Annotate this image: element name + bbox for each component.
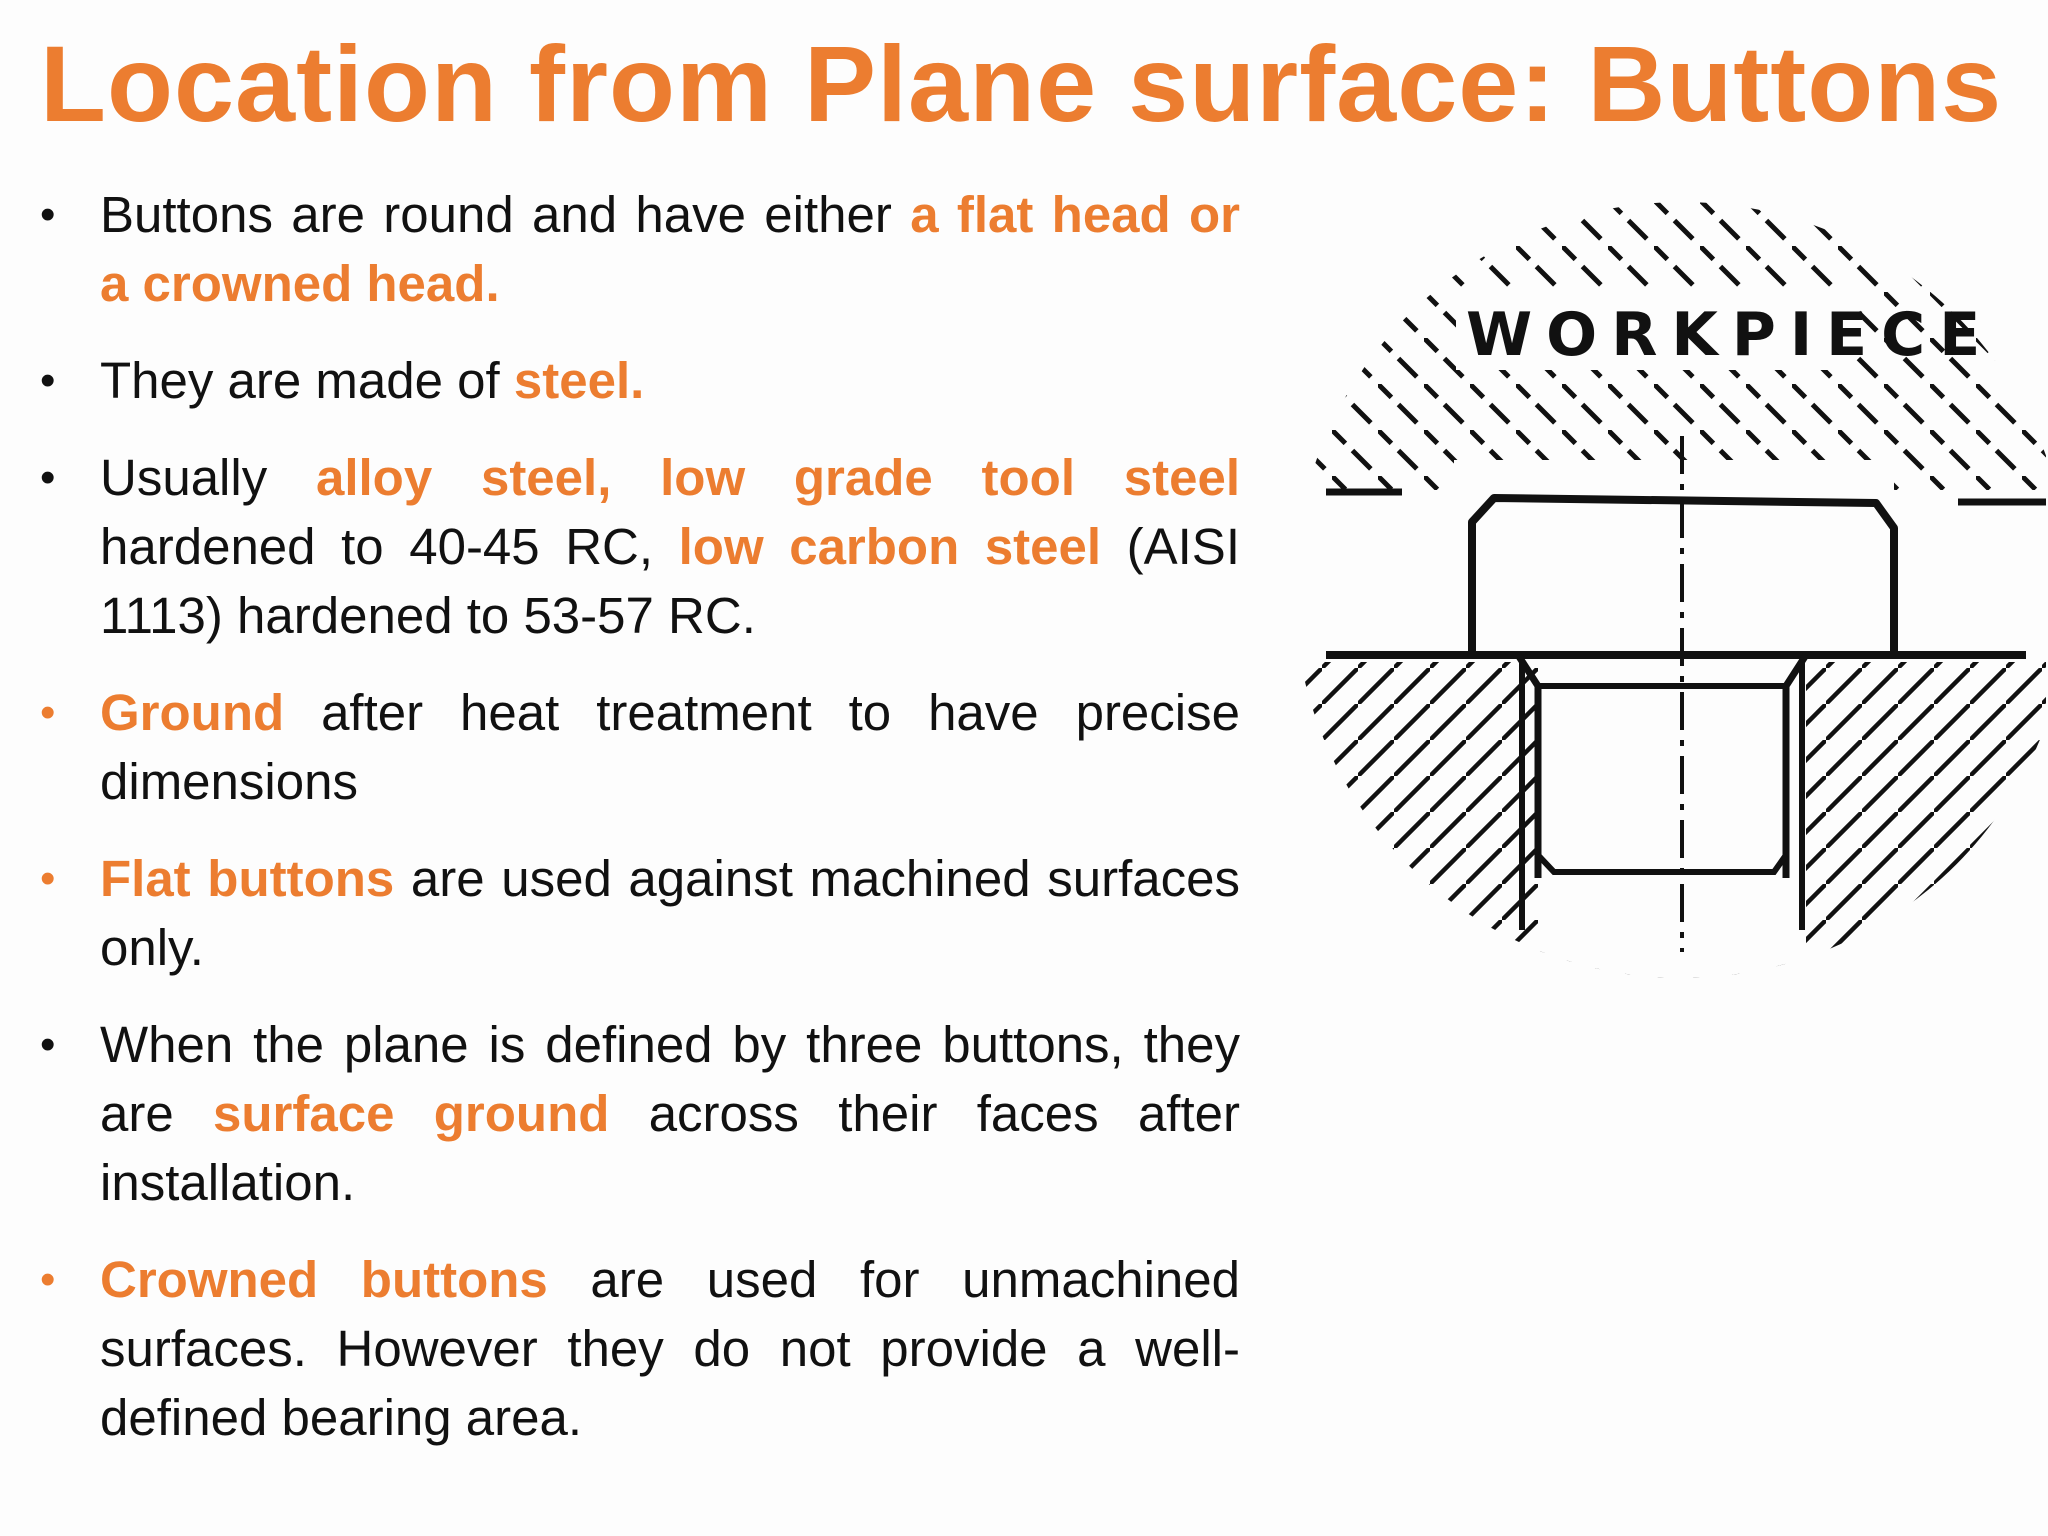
slide-title: Location from Plane surface: Buttons [40, 23, 2003, 144]
bullet-list [40, 180, 1240, 1480]
bullet-text: across their faces after installation. [100, 1085, 1240, 1211]
highlighted-text: surface ground [213, 1085, 610, 1142]
highlighted-text: Crowned buttons [100, 1251, 548, 1308]
bullet-marker: • [40, 190, 56, 239]
highlighted-text: Flat buttons [100, 850, 395, 907]
bullet-text: They are made of [100, 352, 514, 409]
highlighted-text: steel. [513, 352, 645, 409]
bullet-text: (AISI 1113) hardened to 53-57 RC. [100, 518, 1240, 644]
highlighted-text: alloy steel, low grade tool steel [315, 449, 1240, 506]
bullet-text: are used against machined surfaces only. [100, 850, 1241, 976]
bullet-item [40, 1010, 1240, 1217]
highlighted-text: low carbon steel [678, 518, 1102, 575]
bullet-text: Usually [100, 449, 316, 506]
bullet-marker: • [40, 854, 56, 903]
button-locator-figure [1286, 200, 2046, 980]
bullet-marker: • [40, 453, 56, 502]
bullet-item [40, 346, 1240, 415]
bullet-text: Buttons are round and have either [100, 186, 911, 243]
bullet-marker: • [40, 688, 56, 737]
bullet-item [40, 443, 1240, 650]
bullet-marker: • [40, 1020, 56, 1069]
bullet-text: after heat treatment to have precise dimensions [100, 684, 1240, 810]
highlighted-text: a flat head or a crowned head. [100, 186, 1240, 312]
bullet-text: When the plane is defined by three buttons, they are [100, 1016, 1240, 1142]
bullet-item [40, 844, 1240, 982]
bullet-item [40, 180, 1240, 318]
bullet-text: hardened to 40-45 RC, [100, 518, 679, 575]
bullet-marker: • [40, 356, 56, 405]
bullet-item [40, 678, 1240, 816]
hole-cutout [1538, 662, 1806, 980]
bullet-marker: • [40, 1255, 56, 1304]
highlighted-text: Ground [100, 684, 285, 741]
workpiece-label: WORKPIECE [1466, 300, 1995, 370]
bullet-text: are used for unmachined surfaces. However they do not provide a well-defined bearing area. [100, 1251, 1241, 1446]
bullet-item [40, 1245, 1240, 1452]
